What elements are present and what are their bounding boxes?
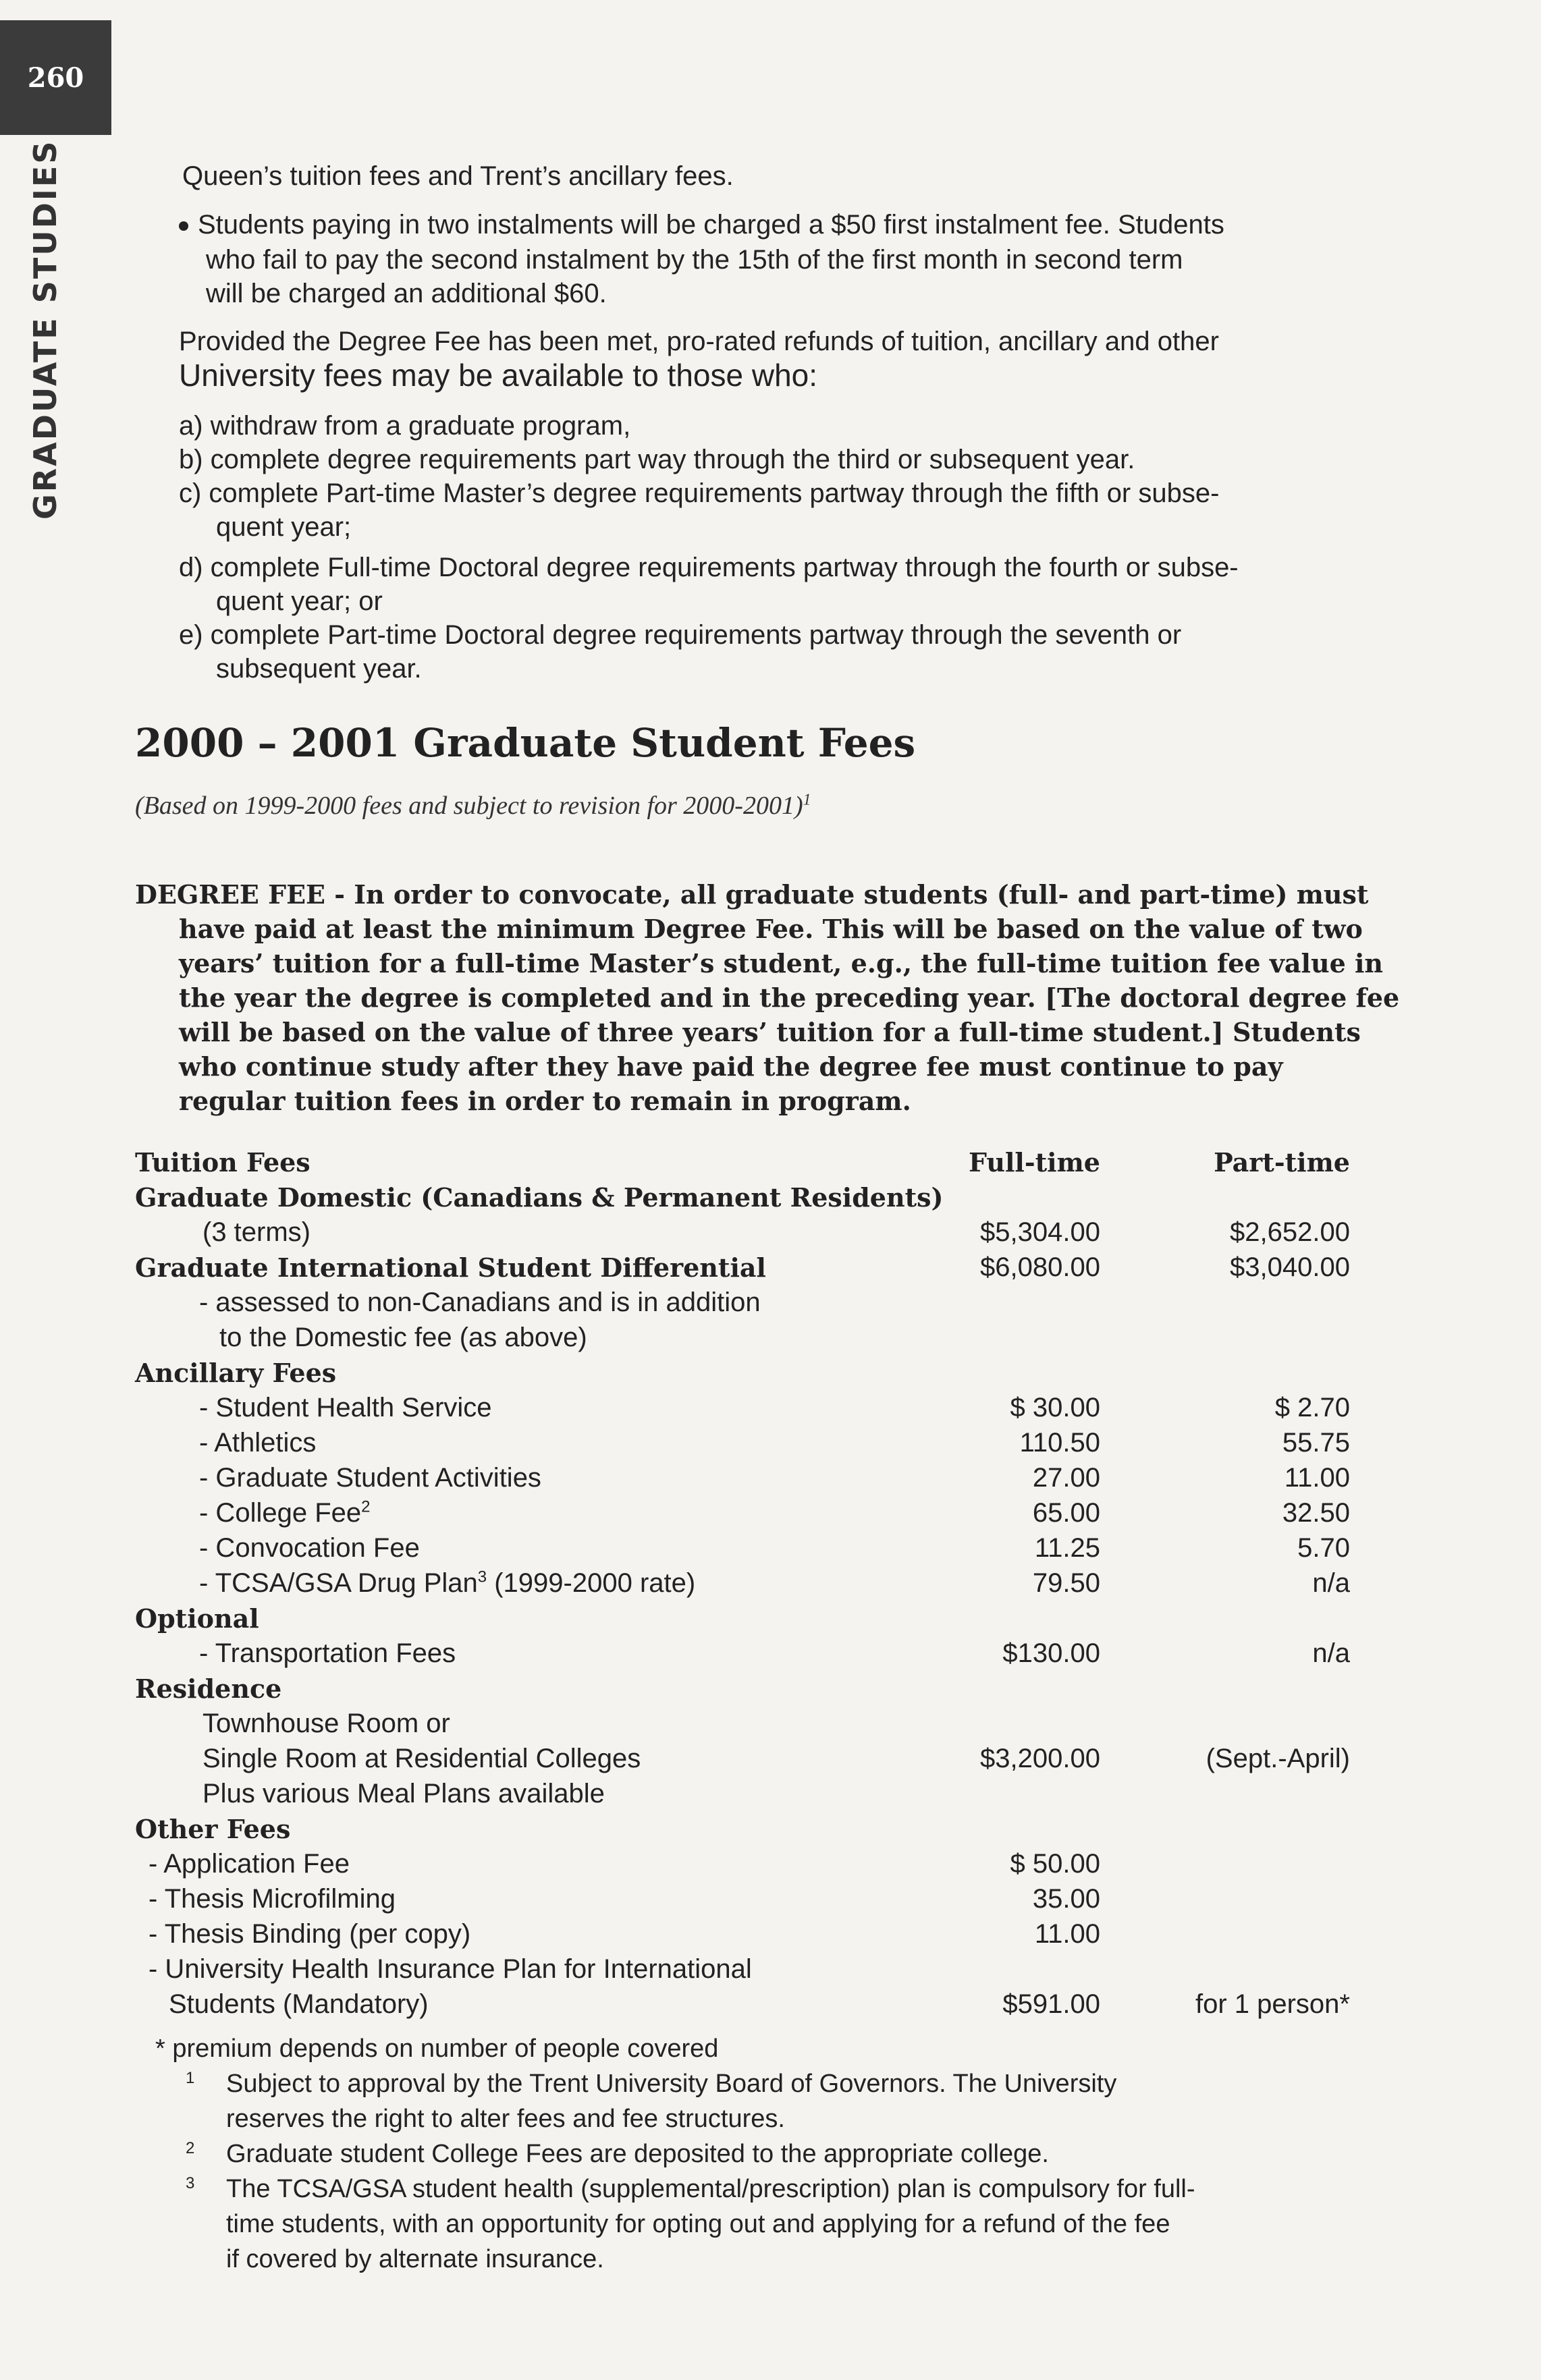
row-label: - Convocation Fee	[199, 1533, 420, 1563]
bullet-line-2: who fail to pay the second instalment by the 15th of the first month in second term	[206, 245, 1183, 275]
condition-e-cont: subsequent year.	[216, 654, 422, 684]
part-time-value: for 1 person*	[1195, 1989, 1350, 2019]
condition-d-cont: quent year; or	[216, 586, 383, 616]
table-row	[135, 1288, 1350, 1323]
bullet-line-3: will be charged an additional $60.	[206, 279, 607, 308]
row-label: - University Health Insurance Plan for International	[148, 1954, 752, 1984]
table-row	[135, 1252, 1350, 1288]
part-time-value: 5.70	[1297, 1533, 1350, 1563]
full-time-value: 35.00	[1032, 1884, 1100, 1914]
table-row	[135, 1463, 1350, 1498]
side-section-label: GRADUATE STUDIES	[27, 139, 63, 520]
footnote-mark: 3	[477, 1568, 487, 1586]
table-row	[135, 1603, 1350, 1638]
table-row	[135, 1533, 1350, 1568]
degree-fee-line-4: the year the degree is completed and in the preceding year. [The doctoral degree fee	[179, 983, 1400, 1013]
row-label: Students (Mandatory)	[169, 1989, 429, 2019]
asterisk-note: * premium depends on number of people covered	[155, 2035, 719, 2063]
condition-d: d) complete Full-time Doctoral degree requirements partway through the fourth or subse-	[179, 553, 1239, 582]
footnote-3	[135, 2171, 1417, 2277]
condition-a: a) withdraw from a graduate program,	[179, 411, 631, 441]
degree-fee-line-5: will be based on the value of three years’ tuition for a full-time student.] Students	[179, 1017, 1361, 1047]
footnote-2	[135, 2136, 1417, 2171]
bullet-line-1: Students paying in two instalments will be charged a $50 first instalment fee. Students	[179, 207, 1224, 242]
row-label: (3 terms)	[202, 1217, 310, 1247]
bullet-icon	[179, 221, 188, 231]
table-row	[135, 1217, 1350, 1252]
table-row	[135, 1358, 1350, 1393]
table-row	[135, 1568, 1350, 1603]
table-row	[135, 1323, 1350, 1358]
refund-line-1: Provided the Degree Fee has been met, pro-rated refunds of tuition, ancillary and other	[179, 327, 1219, 356]
degree-fee-line-3: years’ tuition for a full-time Master’s student, e.g., the full-time tuition fee value in	[179, 948, 1384, 978]
table-row	[135, 1849, 1350, 1884]
footnote-1	[135, 2066, 1417, 2136]
full-time-value: 65.00	[1032, 1498, 1100, 1528]
full-time-value: 79.50	[1032, 1568, 1100, 1598]
table-row	[135, 1814, 1350, 1849]
full-time-value: $3,200.00	[980, 1744, 1100, 1773]
section-subtitle: (Based on 1999-2000 fees and subject to revision for 2000-2001)$^1$	[135, 791, 811, 820]
row-label: - Transportation Fees	[199, 1638, 456, 1668]
intro-continued-line: Queen’s tuition fees and Trent’s ancillary fees.	[182, 161, 734, 191]
table-row	[135, 1428, 1350, 1463]
row-label: - assessed to non-Canadians and is in addition	[199, 1288, 761, 1317]
footnotes	[135, 2031, 1417, 2277]
table-row	[135, 1498, 1350, 1533]
row-label: Graduate International Student Differential	[135, 1252, 766, 1283]
row-label: Plus various Meal Plans available	[202, 1779, 605, 1808]
table-row	[135, 1919, 1350, 1954]
condition-e: e) complete Part-time Doctoral degree requirements partway through the seventh or	[179, 620, 1182, 650]
table-row	[135, 1638, 1350, 1673]
footnote-line: Subject to approval by the Trent University Board of Governors. The University	[226, 2070, 1117, 2098]
row-label: Townhouse Room or	[202, 1709, 450, 1738]
part-time-value: $3,040.00	[1230, 1252, 1350, 1282]
row-label: - Thesis Microfilming	[148, 1884, 396, 1914]
table-row	[135, 1182, 1350, 1217]
footnote-line: reserves the right to alter fees and fee structures.	[226, 2105, 785, 2133]
part-time-value: 11.00	[1284, 1463, 1350, 1493]
full-time-value: 11.00	[1034, 1919, 1100, 1949]
row-label: - Student Health Service	[199, 1393, 492, 1422]
row-label: - Graduate Student Activities	[199, 1463, 541, 1493]
fee-table	[135, 1147, 1350, 2024]
refund-line-2: University fees may be available to those who:	[179, 358, 818, 393]
degree-fee-line-1: DEGREE FEE - In order to convocate, all graduate students (full- and part-time) must	[135, 879, 1369, 910]
row-label: - TCSA/GSA Drug Plan$^3$ (1999-2000 rate)	[199, 1568, 696, 1598]
full-time-value: $ 30.00	[1010, 1393, 1100, 1422]
full-time-value: 11.25	[1034, 1533, 1100, 1563]
footnote-line: The TCSA/GSA student health (supplemental/prescription) plan is compulsory for full-	[226, 2175, 1195, 2203]
row-label: to the Domestic fee (as above)	[219, 1323, 587, 1352]
degree-fee-line-2: have paid at least the minimum Degree Fee. This will be based on the value of two	[179, 914, 1363, 944]
row-label: Graduate Domestic (Canadians & Permanent Residents)	[135, 1182, 944, 1213]
full-time-value: 110.50	[1019, 1428, 1100, 1458]
full-time-value: $5,304.00	[980, 1217, 1100, 1247]
section-title: 2000 – 2001 Graduate Student Fees	[135, 720, 916, 766]
full-time-value: $6,080.00	[980, 1252, 1100, 1282]
page-number: 260	[0, 20, 111, 135]
row-label: Optional	[135, 1603, 259, 1634]
table-row	[135, 1884, 1350, 1919]
table-row	[135, 1393, 1350, 1428]
table-row	[135, 1744, 1350, 1779]
row-label: - College Fee$^2$	[199, 1497, 371, 1528]
part-time-value: n/a	[1312, 1568, 1350, 1598]
row-label: Ancillary Fees	[135, 1358, 337, 1388]
footnote-mark: 3	[186, 2174, 195, 2192]
header-tuition-fees: Tuition Fees	[135, 1147, 310, 1178]
table-row	[135, 1989, 1350, 2024]
row-label: - Thesis Binding (per copy)	[148, 1919, 471, 1949]
row-label: Single Room at Residential Colleges	[202, 1744, 641, 1773]
footnote-mark: 1	[186, 2069, 195, 2087]
row-label: Residence	[135, 1673, 282, 1704]
condition-b: b) complete degree requirements part way through the third or subsequent year.	[179, 445, 1135, 474]
full-time-value: $130.00	[1002, 1638, 1100, 1668]
table-row	[135, 1954, 1350, 1989]
row-label: - Athletics	[199, 1428, 317, 1458]
row-label: Other Fees	[135, 1814, 291, 1844]
degree-fee-line-7: regular tuition fees in order to remain in program.	[179, 1086, 911, 1116]
table-row	[135, 1673, 1350, 1709]
condition-c-cont: quent year;	[216, 512, 352, 542]
condition-c: c) complete Part-time Master’s degree requirements partway through the fifth or subse-	[179, 478, 1220, 508]
header-full-time: Full-time	[969, 1147, 1100, 1178]
footnote-line: time students, with an opportunity for opting out and applying for a refund of the fee	[226, 2210, 1170, 2238]
footnote-line: if covered by alternate insurance.	[226, 2245, 604, 2273]
footnote-mark: 2	[361, 1497, 371, 1516]
part-time-value: 55.75	[1282, 1428, 1350, 1458]
part-time-value: $ 2.70	[1274, 1393, 1350, 1422]
footnote-mark: 2	[186, 2139, 195, 2157]
degree-fee-line-6: who continue study after they have paid the degree fee must continue to pay	[179, 1051, 1283, 1082]
part-time-value: 32.50	[1282, 1498, 1350, 1528]
footnote-line: Graduate student College Fees are deposited to the appropriate college.	[226, 2140, 1049, 2168]
part-time-value: (Sept.-April)	[1206, 1744, 1350, 1773]
table-row	[135, 1779, 1350, 1814]
fee-table-header	[135, 1147, 1350, 1182]
part-time-value: $2,652.00	[1230, 1217, 1350, 1247]
header-part-time: Part-time	[1214, 1147, 1350, 1178]
full-time-value: 27.00	[1032, 1463, 1100, 1493]
full-time-value: $ 50.00	[1010, 1849, 1100, 1879]
part-time-value: n/a	[1312, 1638, 1350, 1668]
row-label: - Application Fee	[148, 1849, 350, 1879]
full-time-value: $591.00	[1002, 1989, 1100, 2019]
table-row	[135, 1709, 1350, 1744]
